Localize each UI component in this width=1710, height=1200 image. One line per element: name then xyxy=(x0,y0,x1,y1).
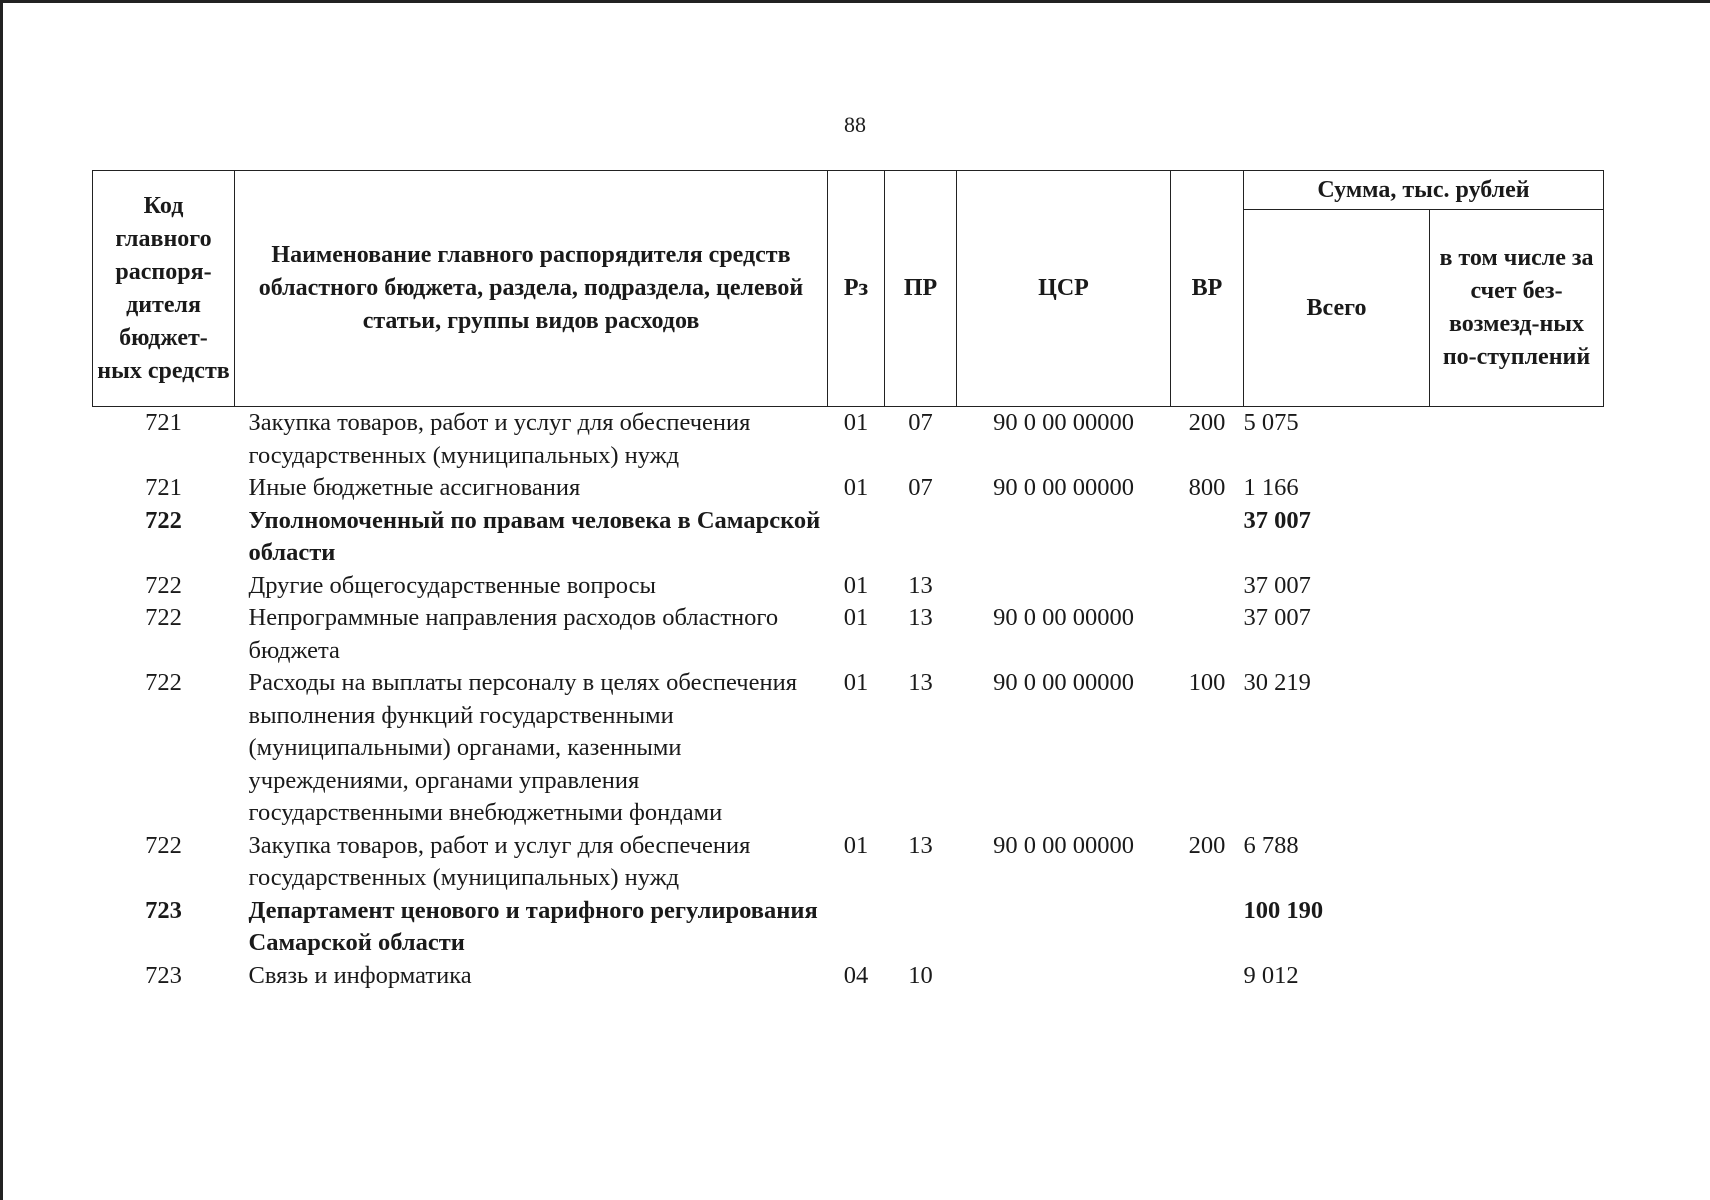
cell-total: 6 788 xyxy=(1243,831,1299,859)
cell-pr: 13 xyxy=(908,669,933,696)
cell-incl xyxy=(1430,667,1604,830)
cell-incl xyxy=(1430,895,1604,960)
cell-code: 722 xyxy=(145,831,182,859)
cell-name: Непрограммные направления расходов областного бюджета xyxy=(248,604,779,664)
cell-rz: 01 xyxy=(843,571,869,599)
table-row xyxy=(93,830,1604,895)
cell-code: 722 xyxy=(145,604,182,631)
cell-total: 5 075 xyxy=(1243,409,1299,436)
cell-csr: 90 0 00 00000 xyxy=(993,474,1134,501)
cell-pr: 07 xyxy=(908,474,933,501)
cell-incl xyxy=(1430,407,1604,473)
budget-expenditure-table xyxy=(92,170,1604,992)
cell-incl xyxy=(1430,602,1604,667)
table-header xyxy=(93,171,1604,407)
cell-code: 721 xyxy=(145,474,182,501)
cell-total: 30 219 xyxy=(1243,669,1311,696)
header-vr: ВР xyxy=(1171,171,1244,407)
cell-total: 37 007 xyxy=(1243,604,1311,631)
header-name: Наименование главного распорядителя средств областного бюджета, раздела, подраздела, целевой статьи, группы видов расходов xyxy=(235,171,828,407)
cell-vr xyxy=(1171,505,1244,570)
scan-edge-left xyxy=(0,0,3,1200)
table-row xyxy=(93,505,1604,570)
cell-pr xyxy=(885,895,957,960)
cell-csr: 90 0 00 00000 xyxy=(993,669,1134,696)
cell-name: Расходы на выплаты персоналу в целях обеспечения выполнения функций государственными (муниципальными) органами, казенными учреждениями, органами управления государственными внебюджетными фондами xyxy=(248,669,797,826)
cell-vr: 800 xyxy=(1188,474,1226,501)
cell-vr: 200 xyxy=(1188,409,1226,436)
cell-code: 723 xyxy=(145,961,182,989)
table-row xyxy=(93,472,1604,505)
cell-code: 722 xyxy=(145,506,182,534)
cell-pr xyxy=(885,505,957,570)
cell-total: 100 190 xyxy=(1243,896,1324,924)
table-row xyxy=(93,407,1604,473)
cell-vr: 100 xyxy=(1188,669,1226,696)
cell-rz: 04 xyxy=(843,961,869,989)
cell-csr xyxy=(957,570,1171,603)
cell-incl xyxy=(1430,570,1604,603)
cell-rz xyxy=(828,505,885,570)
cell-csr: 90 0 00 00000 xyxy=(993,831,1134,859)
table-row xyxy=(93,667,1604,830)
table-row xyxy=(93,602,1604,667)
cell-name: Департамент ценового и тарифного регулирования Самарской области xyxy=(248,896,818,956)
table-body xyxy=(93,407,1604,993)
header-sum-group: Сумма, тыс. рублей xyxy=(1244,171,1604,210)
cell-csr xyxy=(957,505,1171,570)
cell-name: Иные бюджетные ассигнования xyxy=(248,474,581,501)
cell-rz: 01 xyxy=(843,669,869,696)
cell-incl xyxy=(1430,472,1604,505)
budget-table-container xyxy=(92,170,1603,992)
cell-rz: 01 xyxy=(843,409,869,436)
table-row xyxy=(93,570,1604,603)
cell-vr xyxy=(1171,895,1244,960)
header-pr: ПР xyxy=(885,171,957,407)
cell-name: Уполномоченный по правам человека в Самарской области xyxy=(248,506,821,566)
table-row xyxy=(93,960,1604,993)
header-code: Код главного распоря-дителя бюджет-ных средств xyxy=(93,171,235,407)
page-number: 88 xyxy=(844,112,866,137)
cell-rz xyxy=(828,895,885,960)
header-csr: ЦСР xyxy=(957,171,1171,407)
header-rz: Рз xyxy=(828,171,885,407)
cell-code: 722 xyxy=(145,669,182,696)
cell-name: Связь и информатика xyxy=(248,961,472,989)
cell-rz: 01 xyxy=(843,474,869,501)
cell-csr: 90 0 00 00000 xyxy=(993,604,1134,631)
cell-pr: 13 xyxy=(908,604,933,631)
cell-rz: 01 xyxy=(843,604,869,631)
cell-csr xyxy=(957,895,1171,960)
cell-code: 721 xyxy=(145,409,182,436)
cell-csr: 90 0 00 00000 xyxy=(993,409,1134,436)
cell-total: 1 166 xyxy=(1243,474,1299,501)
cell-vr: 200 xyxy=(1188,831,1226,859)
cell-total: 37 007 xyxy=(1243,506,1311,534)
cell-pr: 13 xyxy=(908,831,933,859)
cell-name: Другие общегосударственные вопросы xyxy=(248,571,656,599)
cell-name: Закупка товаров, работ и услуг для обеспечения государственных (муниципальных) нужд xyxy=(248,831,751,891)
cell-total: 37 007 xyxy=(1243,571,1311,599)
cell-vr xyxy=(1171,602,1244,667)
cell-incl xyxy=(1430,960,1604,993)
table-row xyxy=(93,895,1604,960)
cell-rz: 01 xyxy=(843,831,869,859)
cell-name: Закупка товаров, работ и услуг для обеспечения государственных (муниципальных) нужд xyxy=(248,409,751,469)
cell-vr xyxy=(1171,570,1244,603)
header-incl: в том числе за счет без-возмезд-ных по-ступлений xyxy=(1430,210,1604,407)
cell-vr xyxy=(1171,960,1244,993)
cell-pr: 13 xyxy=(908,571,933,599)
cell-pr: 07 xyxy=(908,409,933,436)
scan-edge-top xyxy=(0,0,1710,3)
cell-incl xyxy=(1430,505,1604,570)
cell-code: 723 xyxy=(145,896,182,924)
header-total: Всего xyxy=(1244,210,1430,407)
cell-incl xyxy=(1430,830,1604,895)
cell-csr xyxy=(957,960,1171,993)
cell-pr: 10 xyxy=(908,961,933,989)
cell-total: 9 012 xyxy=(1243,961,1299,989)
cell-code: 722 xyxy=(145,571,182,599)
